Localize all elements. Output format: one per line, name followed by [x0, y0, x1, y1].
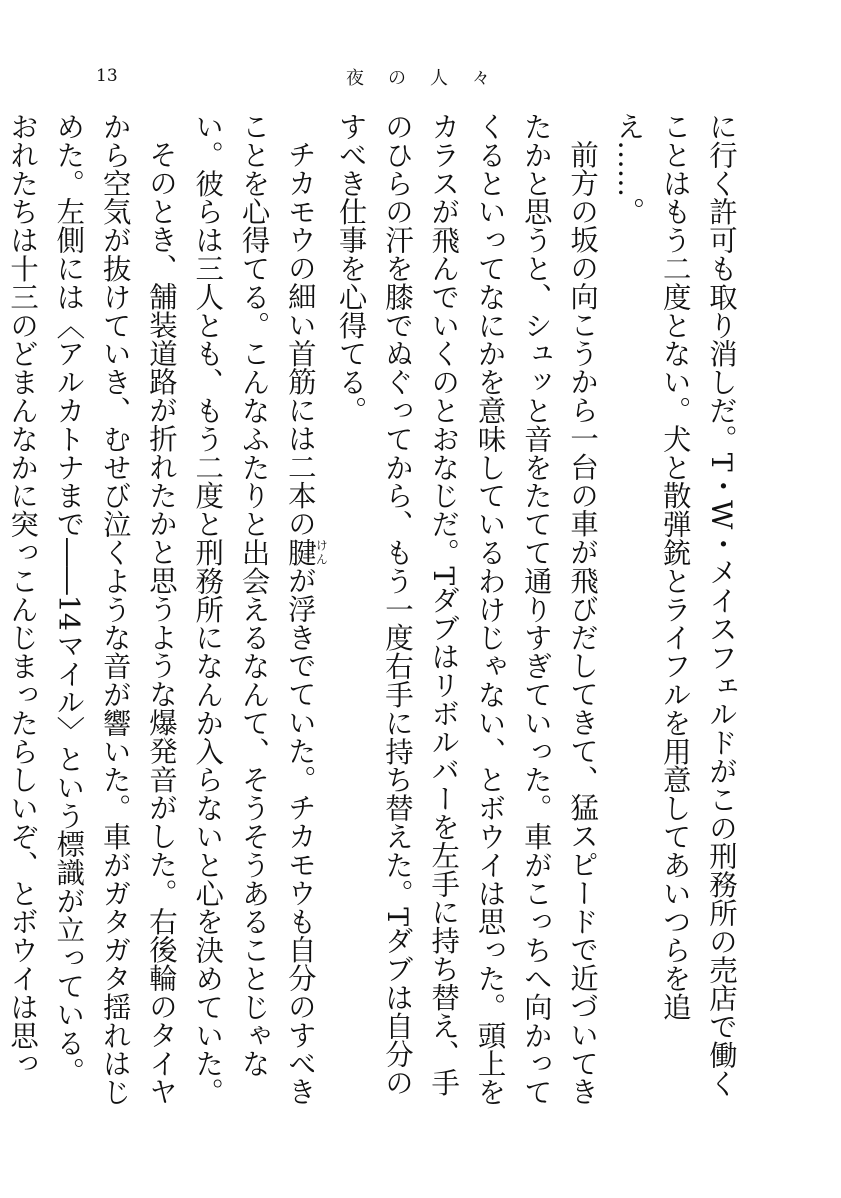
- paragraph-4: そのとき、舗装道路が折れたかと思うような爆発音がした。右後輪のタイヤから空気が抜けていき、むせび泣くような音が響いた。車がガタガタ揺れはじめた。左側には〈アルカトナまで――14マイル〉という標識が立っている。おれたちは十三のどまんなかに突っこんじまったらしいぞ、とボウイは思っ: [6, 112, 178, 1106]
- body-text: [6, 112, 744, 1112]
- paragraph-1: に行く許可も取り消しだ。T・W・メイスフェルドがこの刑務所の売店で働くことはもう二度とない。犬と散弾銃とライフルを用意してあいつらを追え……。: [612, 112, 738, 1098]
- paragraph-3: [184, 112, 327, 1112]
- ruby-ken-reading: けん: [314, 538, 329, 567]
- ruby-ken: 腱けん: [283, 538, 329, 567]
- page-number: 13: [96, 66, 118, 86]
- running-title: 夜の人々: [346, 68, 514, 89]
- paragraph-2: 前方の坂の向こうから一台の車が飛びだしてきて、猛スピードで近づいてきたかと思うと、シュッと音をたてて通りすぎていった。車がこっちへ向かってくるといってなにかを意味しているわけじゃない、とボウイは思った。頭上をカラスが飛んでいくのとおなじだ。Tダブはリボルバーを左手に持ち替え、手のひらの汗を膝でぬぐってから、もう一度右手に持ち替えた。Tダブは自分のすべき仕事を心得てる。: [334, 112, 600, 1106]
- paragraph-3-text: チカモウの細い首筋には二本の腱けんが浮きでていた。チカモウも自分のすべきことを心得てる。こんなふたりと出会えるなんて、そうそうあることじゃない。彼らは三人とも、もう二度と刑務所になんか入らないと心を決めていた。: [191, 112, 329, 1107]
